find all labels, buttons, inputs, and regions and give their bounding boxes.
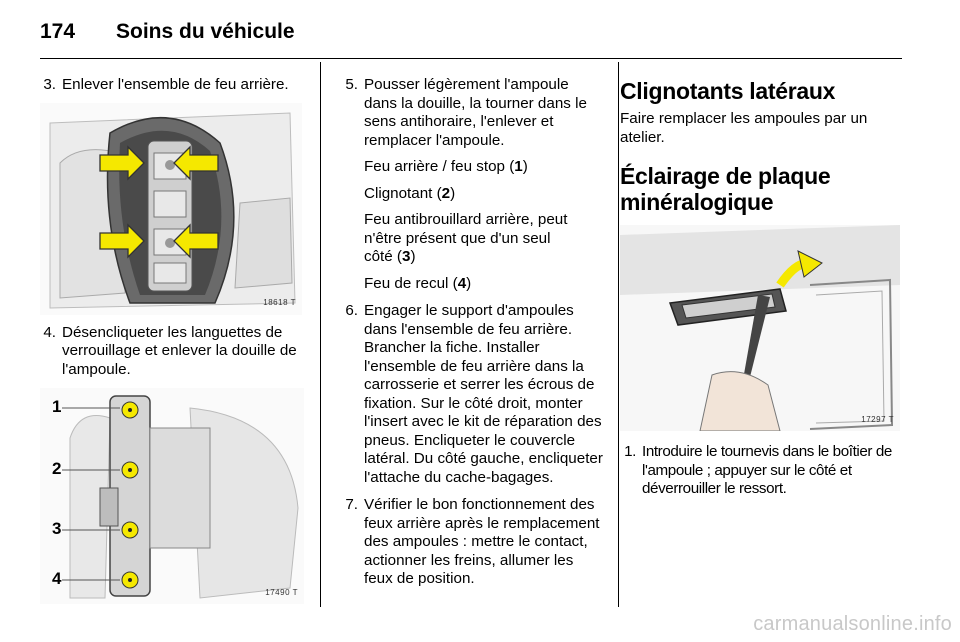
page-title: Soins du véhicule [116, 20, 295, 43]
step-number: 4. [43, 323, 56, 341]
figure-code: 17490 T [265, 587, 298, 597]
callout-4: 4 [52, 569, 62, 588]
column-1 [40, 76, 310, 604]
lamp-label: Feu antibrouillard arrière, peut n'être présent que d'un seul côté ( [364, 211, 568, 265]
lamp-number: 4 [457, 274, 467, 292]
step-number: 5. [345, 76, 358, 93]
lamp-paren: ) [450, 184, 456, 202]
column-divider-1 [320, 62, 321, 607]
lamp-paren: ) [410, 248, 416, 265]
section-title-side-indicators: Clignotants latéraux [620, 78, 836, 104]
figure-code: 18618 T [263, 298, 296, 307]
bulb-holder-illustration [40, 388, 304, 604]
page-number: 174 [40, 20, 76, 43]
step-text: Pousser légèrement l'ampoule dans la douille, la tourner dans le sens antihoraire, l'enlever et remplacer l'ampoule. [364, 76, 587, 149]
step-text: Introduire le tournevis dans le boîtier de l'ampoule ; appuyer sur le côté et déverrouiller le ressort. [642, 443, 892, 497]
lamp-number: 1 [514, 158, 523, 175]
step-text: Désencliqueter les languettes de verrouillage et enlever la douille de l'ampoule. [62, 323, 297, 378]
step-4 [40, 324, 310, 380]
step-number: 7. [345, 496, 358, 513]
lamp-label: Feu arrière / feu stop ( [364, 158, 515, 175]
watermark: carmanualsonline.info [753, 613, 952, 635]
column-2 [342, 76, 604, 589]
step-text: Vérifier le bon fonctionnement des feux arrière après le remplacement des ampoules : mettre le contact, actionner les freins, allumer les feux de position. [364, 496, 600, 587]
lamp-label: Feu de recul ( [364, 274, 458, 292]
taillight-assembly-illustration [40, 103, 302, 315]
lamp-paren: ) [522, 158, 528, 175]
step-6 [342, 302, 604, 487]
step-number: 1. [624, 443, 636, 460]
step-5 [342, 76, 604, 150]
callout-2: 2 [52, 459, 62, 478]
section-text: Faire remplacer les ampoules par un atelier. [620, 110, 868, 146]
lamp-item-4 [364, 275, 604, 294]
step-text: Engager le support d'ampoules dans l'ensemble de feu arrière. Brancher la fiche. Installer l'ensemble de feu arrière dans la carrosserie et serrer les écrous de fixation. Sur le côté droit, monter l'insert avec le kit de réparation des pneus. Encliqueter le couvercle latéral. Du côté gauche, encliqueter l'attache du cache-bagages. [364, 302, 603, 486]
header-rule [40, 58, 902, 59]
callout-3: 3 [52, 519, 62, 538]
lamp-item-1 [364, 158, 604, 177]
plate-light-figure [620, 225, 900, 431]
column-divider-2 [618, 62, 619, 607]
callout-1: 1 [52, 397, 62, 416]
taillight-assembly-figure [40, 103, 302, 315]
lamp-item-3 [364, 211, 604, 267]
step-1 [620, 443, 905, 499]
lamp-item-2 [364, 185, 604, 204]
step-7 [342, 496, 604, 589]
bulb-holder-figure [40, 388, 304, 604]
lamp-number: 3 [401, 248, 411, 265]
step-3 [40, 76, 310, 95]
lamp-label: Clignotant ( [364, 184, 442, 202]
column-3 [620, 78, 905, 499]
section-title-plate-lighting: Éclairage de plaque minéralogique [620, 163, 831, 215]
step-number: 3. [43, 76, 56, 93]
step-text: Enlever l'ensemble de feu arrière. [62, 76, 289, 93]
lamp-paren: ) [466, 274, 472, 292]
plate-light-illustration [620, 225, 900, 431]
lamp-number: 2 [441, 184, 451, 202]
step-number: 6. [345, 302, 358, 319]
figure-code: 17297 T [861, 414, 894, 424]
